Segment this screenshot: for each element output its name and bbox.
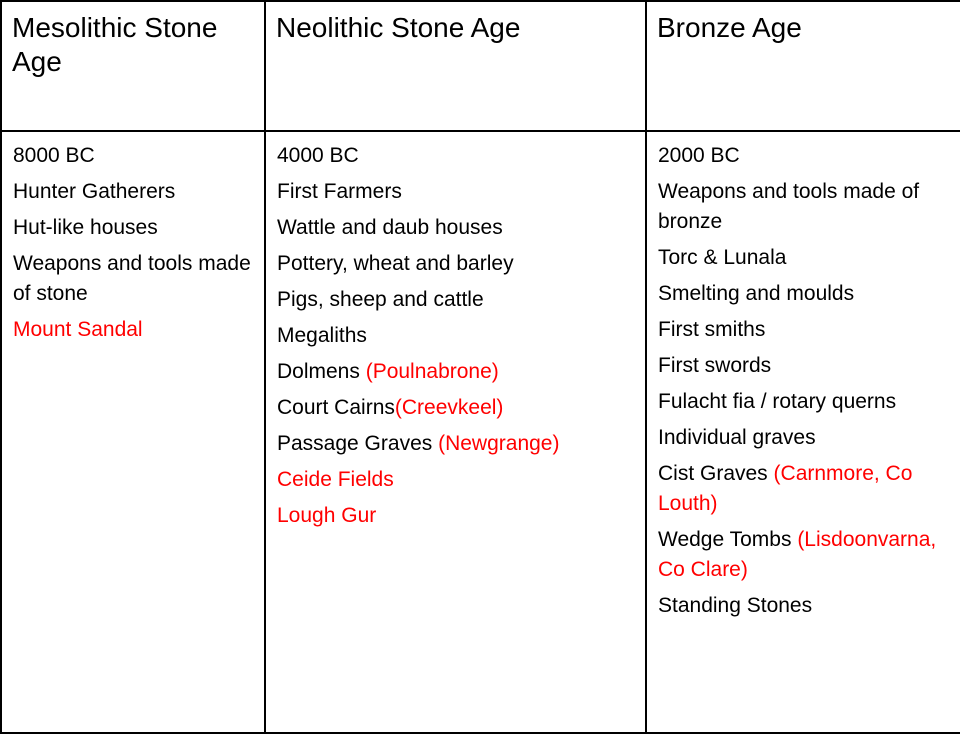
item-text: Hut-like houses bbox=[13, 216, 158, 239]
list-item bbox=[658, 387, 956, 417]
item-text: Individual graves bbox=[658, 426, 816, 449]
site-example: (Poulnabrone) bbox=[365, 360, 499, 383]
item-text: Weapons and tools made of stone bbox=[13, 252, 251, 305]
list-item bbox=[658, 177, 956, 237]
item-list bbox=[266, 132, 645, 531]
list-item bbox=[277, 393, 635, 423]
list-item bbox=[277, 465, 635, 495]
list-item bbox=[277, 141, 635, 171]
item-list bbox=[2, 132, 264, 345]
item-text: Pottery, wheat and barley bbox=[277, 252, 514, 275]
item-text: 8000 BC bbox=[13, 144, 95, 167]
item-text: Pigs, sheep and cattle bbox=[277, 288, 484, 311]
item-text: First smiths bbox=[658, 318, 766, 341]
list-item bbox=[658, 591, 956, 621]
item-text: Fulacht fia / rotary querns bbox=[658, 390, 897, 413]
site-example: Lough Gur bbox=[277, 504, 377, 527]
list-item bbox=[13, 177, 254, 207]
list-item bbox=[658, 525, 956, 585]
content-cell-neolithic bbox=[265, 131, 646, 733]
list-item bbox=[277, 501, 635, 531]
list-item bbox=[658, 315, 956, 345]
column-header: Neolithic Stone Age bbox=[276, 12, 521, 43]
list-item bbox=[658, 459, 956, 519]
content-cell-mesolithic bbox=[1, 131, 265, 733]
list-item bbox=[658, 243, 956, 273]
list-item bbox=[277, 429, 635, 459]
site-example: (Creevkeel) bbox=[394, 396, 504, 419]
header-row bbox=[1, 1, 960, 131]
item-text: Cist Graves bbox=[658, 462, 774, 485]
list-item bbox=[658, 351, 956, 381]
list-item bbox=[277, 285, 635, 315]
header-cell-mesolithic bbox=[1, 1, 265, 131]
list-item bbox=[13, 213, 254, 243]
item-text: Passage Graves bbox=[277, 432, 439, 455]
column-header: Mesolithic Stone Age bbox=[12, 12, 218, 77]
list-item bbox=[13, 141, 254, 171]
list-item bbox=[658, 279, 956, 309]
item-text: Standing Stones bbox=[658, 594, 813, 617]
item-text: Weapons and tools made of bronze bbox=[658, 180, 920, 233]
site-example: (Lisdoonvarna, Co Clare) bbox=[658, 528, 937, 581]
list-item bbox=[277, 213, 635, 243]
item-text: 2000 BC bbox=[658, 144, 740, 167]
item-text: Torc & Lunala bbox=[658, 246, 787, 269]
column-header: Bronze Age bbox=[657, 12, 802, 43]
item-text: Wattle and daub houses bbox=[277, 216, 503, 239]
header-cell-bronze bbox=[646, 1, 960, 131]
list-item bbox=[13, 249, 254, 309]
item-text: Smelting and moulds bbox=[658, 282, 855, 305]
list-item bbox=[277, 177, 635, 207]
item-text: First swords bbox=[658, 354, 772, 377]
item-text: Dolmens bbox=[277, 360, 366, 383]
item-text: Megaliths bbox=[277, 324, 367, 347]
site-example: (Carnmore, Co Louth) bbox=[658, 462, 913, 515]
item-list bbox=[647, 132, 960, 621]
list-item bbox=[277, 249, 635, 279]
site-example: Ceide Fields bbox=[277, 468, 394, 491]
list-item bbox=[277, 321, 635, 351]
item-text: 4000 BC bbox=[277, 144, 359, 167]
site-example: Mount Sandal bbox=[13, 318, 143, 341]
site-example: (Newgrange) bbox=[438, 432, 560, 455]
header-cell-neolithic bbox=[265, 1, 646, 131]
item-text: Court Cairns bbox=[277, 396, 395, 419]
list-item bbox=[13, 315, 254, 345]
item-text: Wedge Tombs bbox=[658, 528, 798, 551]
content-cell-bronze bbox=[646, 131, 960, 733]
item-text: Hunter Gatherers bbox=[13, 180, 176, 203]
list-item bbox=[658, 423, 956, 453]
content-row bbox=[1, 131, 960, 733]
list-item bbox=[277, 357, 635, 387]
list-item bbox=[658, 141, 956, 171]
item-text: First Farmers bbox=[277, 180, 402, 203]
